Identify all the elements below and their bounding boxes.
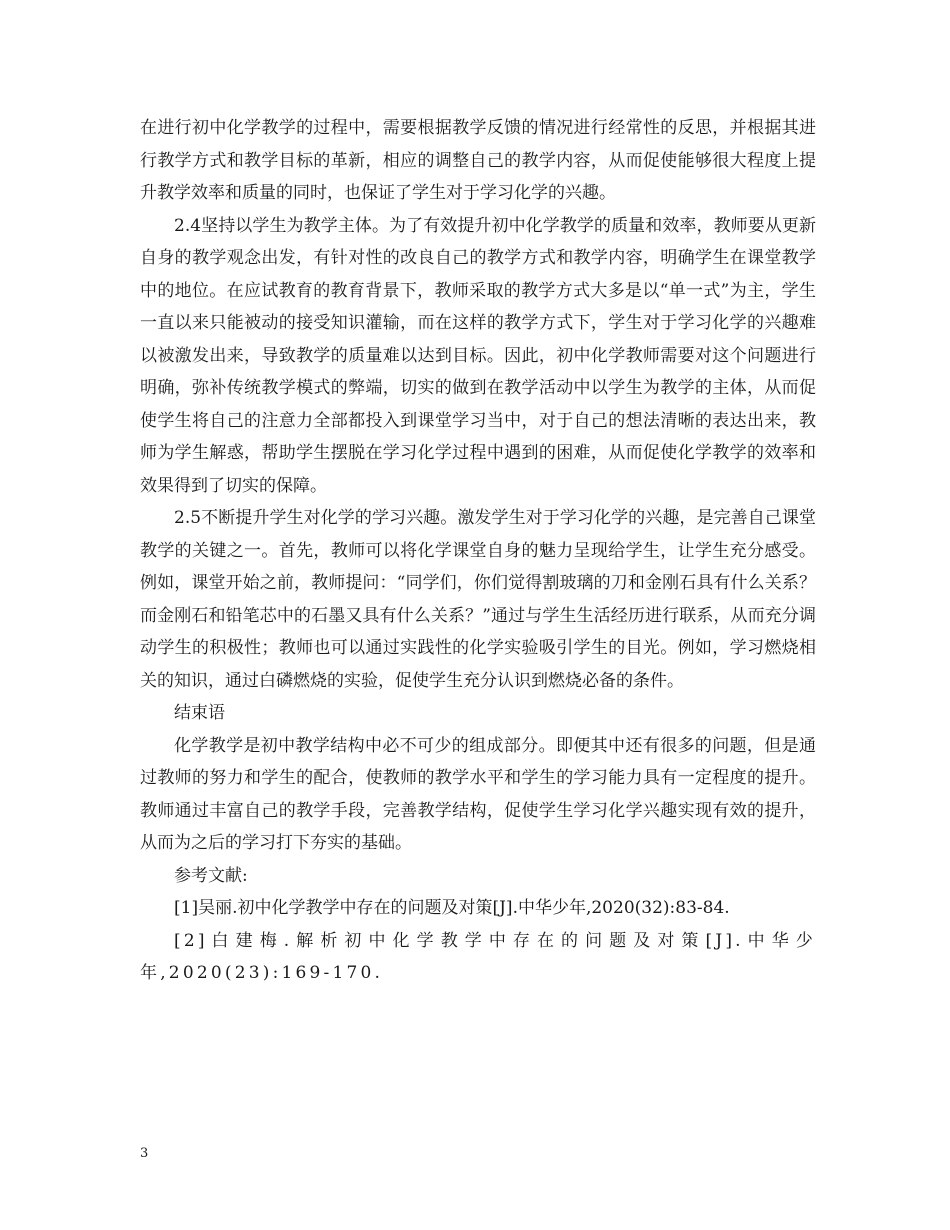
body-paragraph-section-2-5: 2.5不断提升学生对化学的学习兴趣。激发学生对于学习化学的兴趣，是完善自己课堂教学的关键之一。首先，教师可以将化学课堂自身的魅力呈现给学生，让学生充分感受。例如，课堂开始之前，教师提问：“同学们，你们觉得割玻璃的刀和金刚石具有什么关系？而金刚石和铅笔芯中的石墨又具有什么关系？”通过与学生生活经历进行联系，从而充分调动学生的积极性；教师也可以通过实践性的化学实验吸引学生的目光。例如，学习燃烧相关的知识，通过白磷燃烧的实验，促使学生充分认识到燃烧必备的条件。 xyxy=(140,508,816,691)
page-number: 3 xyxy=(140,1146,149,1161)
conclusion-heading: 结束语 xyxy=(174,703,225,723)
references-heading: 参考文献: xyxy=(174,865,248,886)
body-paragraph-section-2-4: 2.4坚持以学生为教学主体。为了有效提升初中化学教学的质量和效率，教师要从更新自身的教学观念出发，有针对性的改良自己的教学方式和教学内容，明确学生在课堂教学中的地位。在应试教育的教育背景下，教师采取的教学方式大多是以“单一式”为主，学生一直以来只能被动的接受知识灌输，而在这样的教学方式下，学生对于学习化学的兴趣难以被激发出来，导致教学的质量难以达到目标。因此，初中化学教师需要对这个问题进行明确，弥补传统教学模式的弊端，切实的做到在教学活动中以学生为教学的主体，从而促使学生将自己的注意力全部都投入到课堂学习当中，对于自己的想法清晰的表达出来，教师为学生解惑，帮助学生摆脱在学习化学过程中遇到的困难，从而促使化学教学的效率和效果得到了切实的保障。 xyxy=(140,215,816,496)
reference-item-2: [2]白建梅.解析初中化学教学中存在的问题及对策[J].中华少年,2020(23):169-170. xyxy=(140,930,816,983)
document-page xyxy=(140,112,816,990)
reference-item-1: [1]吴丽.初中化学教学中存在的问题及对策[J].中华少年,2020(32):83-84. xyxy=(174,898,730,918)
conclusion-paragraph: 化学教学是初中教学结构中必不可少的组成部分。即便其中还有很多的问题，但是通过教师的努力和学生的配合，使教师的教学水平和学生的学习能力具有一定程度的提升。教师通过丰富自己的教学手段，完善教学结构，促使学生学习化学兴趣实现有效的提升，从而为之后的学习打下夯实的基础。 xyxy=(140,735,816,853)
body-paragraph-continuation: 在进行初中化学教学的过程中，需要根据教学反馈的情况进行经常性的反思，并根据其进行教学方式和教学目标的革新，相应的调整自己的教学内容，从而促使能够很大程度上提升教学效率和质量的同时，也保证了学生对于学习化学的兴趣。 xyxy=(140,118,816,203)
